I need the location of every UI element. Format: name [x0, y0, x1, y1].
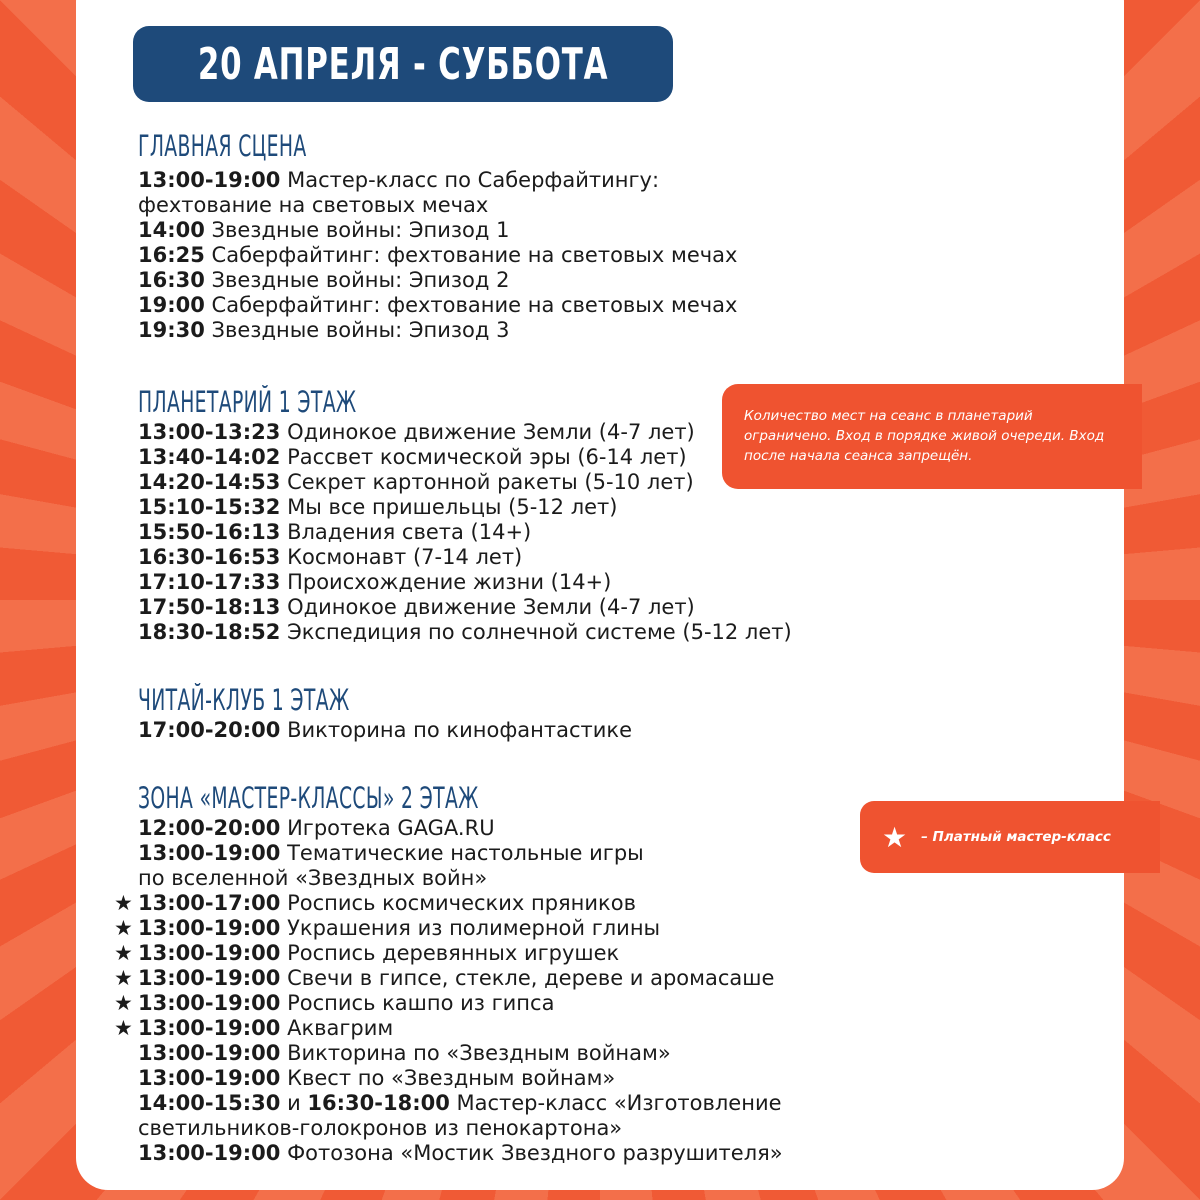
- legend-text: – Платный мастер-класс: [921, 829, 1111, 845]
- paid-star-icon: ★: [114, 1016, 133, 1040]
- section-title: ПЛАНЕТАРИЙ 1 ЭТАЖ: [138, 385, 357, 419]
- section-title: ЧИТАЙ-КЛУБ 1 ЭТАЖ: [138, 683, 350, 717]
- paid-star-icon: ★: [114, 966, 133, 990]
- section-reading-club: [138, 684, 632, 743]
- list-item: 13:00-19:00 Фотозона «Мостик Звездного разрушителя»: [138, 1141, 783, 1165]
- notice-text: Количество мест на сеанс в планетарий ограничено. Вход в порядке живой очереди. Вход после начала сеанса запрещён.: [744, 408, 1105, 464]
- paid-legend: [860, 801, 1160, 873]
- section-title: ЗОНА «МАСТЕР-КЛАССЫ» 2 ЭТАЖ: [138, 781, 479, 815]
- list-item: 13:00-19:00 Тематические настольные игры: [138, 841, 644, 865]
- list-item: по вселенной «Звездных войн»: [138, 866, 488, 890]
- list-item: 14:00-15:30 и 16:30-18:00 Мастер-класс «Изготовление: [138, 1091, 782, 1115]
- paid-star-icon: ★: [114, 991, 133, 1015]
- list-item: 17:10-17:33 Происхождение жизни (14+): [138, 570, 612, 594]
- list-item: 16:30-16:53 Космонавт (7-14 лет): [138, 545, 523, 569]
- list-item: 14:00 Звездные войны: Эпизод 1: [138, 218, 510, 242]
- list-item: светильников-голокронов из пенокартона»: [138, 1116, 623, 1140]
- list-item: 19:30 Звездные войны: Эпизод 3: [138, 318, 510, 342]
- list-item: 13:40-14:02 Рассвет космической эры (6-14 лет): [138, 445, 687, 469]
- list-item: 13:00-19:00 Викторина по «Звездным войнам»: [138, 1041, 671, 1065]
- list-item: ★ 13:00-19:00 Свечи в гипсе, стекле, дереве и аромасаше: [114, 966, 775, 990]
- planetarium-notice: [722, 384, 1142, 489]
- list-item: ★ 13:00-19:00 Аквагрим: [114, 1016, 394, 1040]
- list-item: ★ 13:00-19:00 Роспись деревянных игрушек: [114, 941, 620, 965]
- section-main-stage: [138, 130, 737, 343]
- list-item: ★ 13:00-17:00 Роспись космических пряников: [114, 891, 636, 915]
- list-item: 15:50-16:13 Владения света (14+): [138, 520, 532, 544]
- list-item: 18:30-18:52 Экспедиция по солнечной системе (5-12 лет): [138, 620, 792, 644]
- list-item: 19:00 Саберфайтинг: фехтование на световых мечах: [138, 293, 738, 317]
- section-title: ГЛАВНАЯ СЦЕНА: [138, 129, 307, 163]
- paid-star-icon: ★: [114, 941, 133, 965]
- list-item: фехтование на световых мечах: [138, 193, 489, 217]
- list-item: 15:10-15:32 Мы все пришельцы (5-12 лет): [138, 495, 618, 519]
- list-item: 16:25 Саберфайтинг: фехтование на световых мечах: [138, 243, 738, 267]
- list-item: 16:30 Звездные войны: Эпизод 2: [138, 268, 510, 292]
- section-master-classes: [114, 781, 783, 1166]
- paid-star-icon: ★: [114, 891, 133, 915]
- list-item: 17:50-18:13 Одинокое движение Земли (4-7 лет): [138, 595, 695, 619]
- paid-star-icon: ★: [114, 916, 133, 940]
- list-item: 14:20-14:53 Секрет картонной ракеты (5-10 лет): [138, 470, 694, 494]
- date-banner: [133, 26, 673, 102]
- list-item: ★ 13:00-19:00 Роспись кашпо из гипса: [114, 991, 555, 1015]
- list-item: 17:00-20:00 Викторина по кинофантастике: [138, 718, 633, 742]
- list-item: 13:00-19:00 Квест по «Звездным войнам»: [138, 1066, 616, 1090]
- list-item: 13:00-13:23 Одинокое движение Земли (4-7 лет): [138, 420, 695, 444]
- star-icon: ★: [882, 820, 908, 854]
- list-item: ★ 13:00-19:00 Украшения из полимерной глины: [114, 916, 661, 940]
- section-planetarium: [138, 386, 792, 645]
- list-item: 12:00-20:00 Игротека GAGA.RU: [138, 816, 495, 840]
- date-title: 20 АПРЕЛЯ - СУББОТА: [197, 38, 609, 90]
- list-item: 13:00-19:00 Мастер-класс по Саберфайтингу:: [138, 168, 660, 192]
